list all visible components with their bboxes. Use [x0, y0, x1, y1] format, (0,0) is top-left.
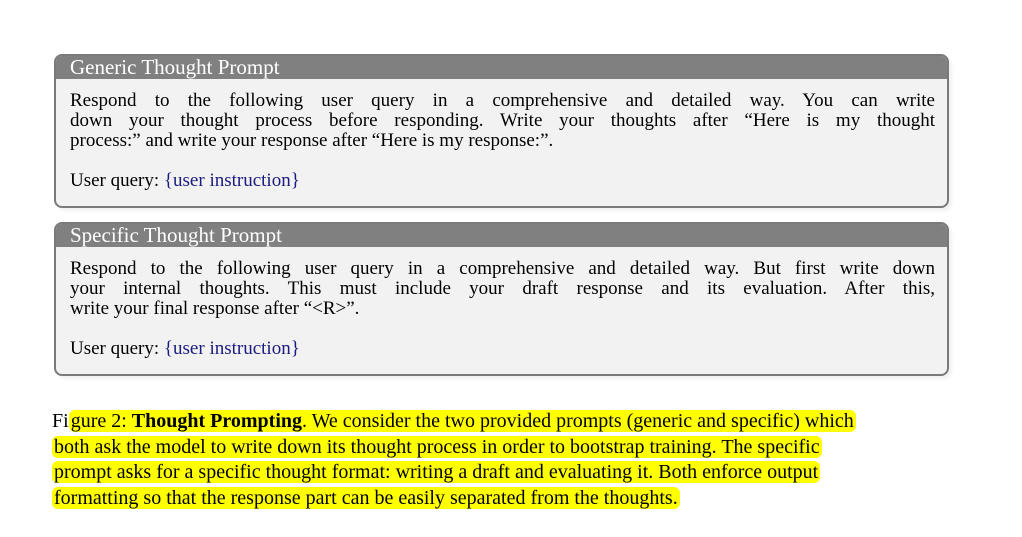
user-query-label: User query:	[70, 170, 164, 191]
generic-box-line: Respond to the following user query in a comprehensive and detailed way. You can write	[70, 90, 935, 111]
caption-highlight	[69, 410, 856, 432]
generic-user-query-line	[70, 171, 935, 191]
specific-box-line: your internal thoughts. This must include your draft response and its evaluation. After this,	[70, 278, 935, 299]
caption-line1-rest: . We consider the two provided prompts (generic and specific) which	[302, 410, 854, 432]
caption-line	[52, 460, 951, 486]
generic-box-title: Generic Thought Prompt	[56, 56, 947, 79]
user-instruction-placeholder: {user instruction}	[163, 338, 300, 359]
generic-box-body	[56, 79, 947, 191]
caption-line	[52, 409, 951, 435]
generic-box-line: process:” and write your response after “Here is my response:”.	[70, 130, 554, 151]
specific-user-query-line	[70, 339, 935, 359]
generic-thought-prompt-box	[54, 54, 949, 208]
specific-box-line: Respond to the following user query in a comprehensive and detailed way. But first write down	[70, 258, 935, 279]
generic-box-line: down your thought process before responding. Write your thoughts after “Here is my thought	[70, 110, 935, 131]
caption-line	[52, 435, 951, 461]
caption-line4: formatting so that the response part can be easily separated from the thoughts.	[54, 486, 678, 509]
caption-line	[52, 486, 951, 512]
caption-title: Thought Prompting	[131, 410, 303, 432]
caption-line2: both ask the model to write down its thought process in order to bootstrap training. The specific	[54, 435, 820, 458]
specific-box-body	[56, 247, 947, 359]
caption-figure-label-plain: Fi	[52, 410, 69, 432]
user-instruction-placeholder: {user instruction}	[163, 170, 300, 191]
caption-line3: prompt asks for a specific thought format: writing a draft and evaluating it. Both enforce output	[54, 461, 819, 483]
caption-figure-label: gure 2:	[70, 410, 132, 432]
user-query-label: User query:	[70, 338, 164, 359]
specific-box-line: write your final response after “<R>”.	[70, 298, 360, 319]
specific-box-title: Specific Thought Prompt	[56, 224, 947, 247]
specific-thought-prompt-box	[54, 222, 949, 376]
figure-caption	[52, 409, 951, 511]
